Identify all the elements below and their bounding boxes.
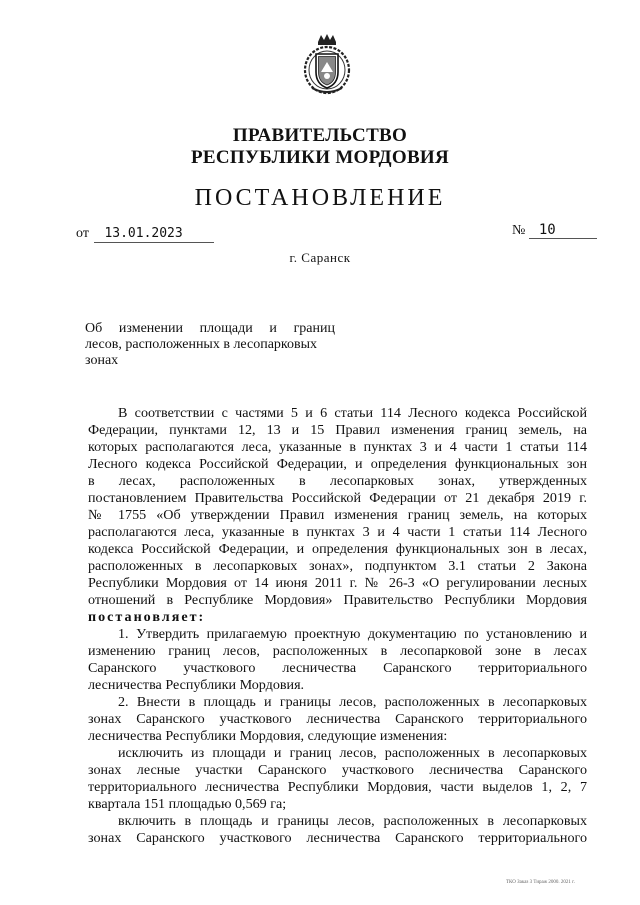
body-line: Лесного кодекса Российской Федерации, и определения функциональных зон xyxy=(88,456,587,472)
body-line: исключить из площади и границ лесов, расположенных в лесопарковых xyxy=(118,745,587,761)
date-prefix: от xyxy=(76,226,89,241)
body-line: Республики Мордовия от 14 июня 2011 г. № 26-З «О регулировании лесных xyxy=(88,575,587,591)
number-row xyxy=(512,222,597,239)
body-line: лесничества Республики Мордовия. xyxy=(88,677,305,693)
body-line: которых располагаются леса, указанные в пунктах 3 и 4 части 1 статьи 114 xyxy=(88,439,587,455)
document-type-title: ПОСТАНОВЛЕНИЕ xyxy=(194,185,446,211)
coat-of-arms-emblem xyxy=(302,32,352,96)
body-line: расположенных в лесопарковых зонах», подпунктом 3.1 статьи 2 Закона xyxy=(88,558,587,574)
body-line: территориального лесничества Республики Мордовия, части выделов 1, 2, 7 xyxy=(88,779,587,795)
number-prefix: № xyxy=(512,223,526,238)
date-row xyxy=(76,226,214,243)
body-line: зонах лесные участки Саранского участкового лесничества Саранского xyxy=(88,762,587,778)
number-value: 10 xyxy=(529,222,597,239)
subject-line: зонах xyxy=(85,353,119,368)
body-line: отношений в Республике Мордовия» Правительство Республики Мордовия xyxy=(88,592,587,608)
government-title-line-2: РЕСПУБЛИКИ МОРДОВИЯ xyxy=(190,147,450,168)
body-line: 2. Внести в площадь и границы лесов, расположенных в лесопарковых xyxy=(118,694,587,710)
body-line: изменению границ лесов, расположенных в лесопарковой зоне в лесах xyxy=(88,643,587,659)
body-line: № 1755 «Об утверждении Правил изменения границ земель, на которых xyxy=(88,507,587,523)
body-line: квартала 151 площадью 0,569 га; xyxy=(88,796,287,812)
subject-block xyxy=(85,321,335,369)
body-line-resolves: постановляет: xyxy=(88,609,206,625)
body-line: зонах Саранского участкового лесничества Саранского территориального xyxy=(88,711,587,727)
body-line: постановлением Правительства Российской Федерации от 21 декабря 2019 г. xyxy=(88,490,587,506)
body-line: Саранского участкового лесничества Саранского территориального xyxy=(88,660,587,676)
body-line: кодекса Российской Федерации, и определения функциональных зон в лесах, xyxy=(88,541,587,557)
body-line: зонах Саранского участкового лесничества Саранского территориального xyxy=(88,830,587,846)
body-line: Федерации, пунктами 12, 13 и 15 Правил изменения границ земель, на xyxy=(88,422,587,438)
body-line: располагаются леса, указанные в пунктах 3 и 4 части 1 статьи 114 Лесного xyxy=(88,524,587,540)
body-line: в лесах, расположенных в лесопарковых зонах, утвержденных xyxy=(88,473,587,489)
body-line: лесничества Республики Мордовия, следующие изменения: xyxy=(88,728,448,744)
body-text xyxy=(88,405,587,847)
body-line: В соответствии с частями 5 и 6 статьи 114 Лесного кодекса Российской xyxy=(118,405,587,421)
city-name: г. Саранск xyxy=(289,250,351,265)
subject-line: лесов, расположенных в лесопарковых xyxy=(85,337,318,352)
print-note: ТКО Заказ 3 Тираж 2000. 2021 г. xyxy=(506,880,575,885)
date-value: 13.01.2023 xyxy=(94,226,214,243)
body-line: 1. Утвердить прилагаемую проектную документацию по установлению и xyxy=(118,626,587,642)
subject-line: Об изменении площади и границ xyxy=(85,321,335,336)
government-title-line-1: ПРАВИТЕЛЬСТВО xyxy=(232,125,408,146)
body-line: включить в площадь и границы лесов, расположенных в лесопарковых xyxy=(118,813,587,829)
